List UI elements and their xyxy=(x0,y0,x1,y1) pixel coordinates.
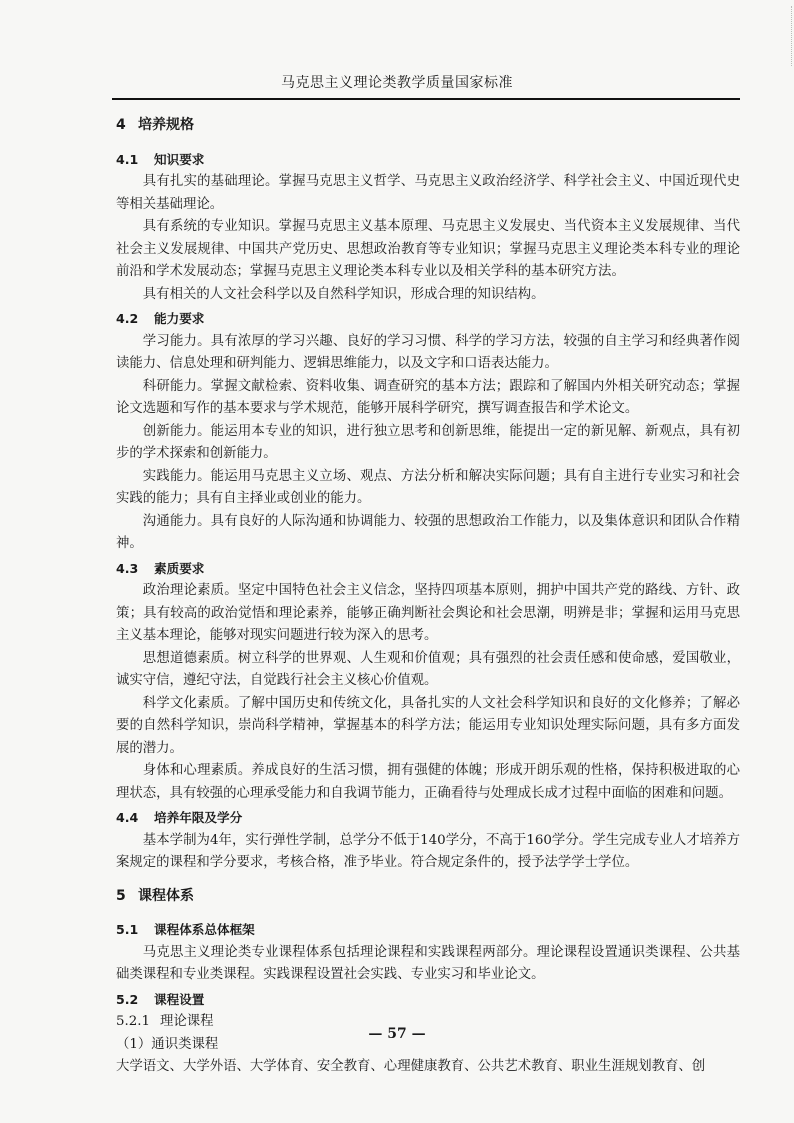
subsection-title: 知识要求 xyxy=(154,151,205,167)
section-number: 5 xyxy=(116,887,126,904)
paragraph: 具有相关的人文社会科学以及自然科学知识，形成合理的知识结构。 xyxy=(142,286,545,302)
paragraph: 实践能力。能运用马克思主义立场、观点、方法分析和解决实际问题；具有自主进行专业实习和社会实践的能力；具有自主择业或创业的能力。 xyxy=(116,468,740,506)
subsection-number: 4.2 xyxy=(116,311,139,326)
body-content xyxy=(116,114,740,1079)
subsection-title: 能力要求 xyxy=(154,311,205,326)
subsection-number: 5.2 xyxy=(116,991,139,1007)
section-heading-4 xyxy=(116,114,740,137)
subsection-number: 4.4 xyxy=(116,810,139,825)
paragraph: 大学语文、大学外语、大学体育、安全教育、心理健康教育、公共艺术教育、职业生涯规划教育、创 xyxy=(116,1059,706,1074)
subsection-number: 4.1 xyxy=(116,151,139,167)
section-heading-5 xyxy=(116,885,740,908)
subsection-number: 5.1 xyxy=(116,922,139,937)
subsection-title: 培养年限及学分 xyxy=(154,810,243,825)
subsection-heading-5-2 xyxy=(116,989,740,1012)
paragraph: 身体和心理素质。养成良好的生活习惯，拥有强健的体魄；形成开朗乐观的性格，保持积极进取的心理状态，具有较强的心理承受能力和自我调节能力，正确看待与处理成长成才过程中面临的困难和问题。 xyxy=(116,763,740,801)
section-number: 4 xyxy=(116,117,126,133)
section-title: 培养规格 xyxy=(138,117,194,133)
paragraph: 马克思主义理论类专业课程体系包括理论课程和实践课程两部分。理论课程设置通识类课程、公共基础类课程和专业类课程。实践课程设置社会实践、专业实习和毕业论文。 xyxy=(116,944,740,982)
subsubsection-title: 理论课程 xyxy=(160,1014,214,1029)
paragraph: 具有扎实的基础理论。掌握马克思主义哲学、马克思主义政治经济学、科学社会主义、中国近现代史等相关基础理论。 xyxy=(116,174,740,212)
paragraph: 学习能力。具有浓厚的学习兴趣、良好的学习习惯、科学的学习方法，较强的自主学习和经典著作阅读能力、信息处理和研判能力、逻辑思维能力，以及文字和口语表达能力。 xyxy=(116,333,740,371)
subsection-heading-4-4 xyxy=(116,807,740,830)
section-title: 课程体系 xyxy=(138,887,194,904)
subsection-title: 课程设置 xyxy=(154,991,205,1007)
subsubsection-number: 5.2.1 xyxy=(116,1014,151,1029)
paragraph: 科学文化素质。了解中国历史和传统文化，具备扎实的人文社会科学知识和良好的文化修养；了解必要的自然科学知识，崇尚科学精神，掌握基本的科学方法；能运用专业知识处理实际问题，具有多方面发展的潜力。 xyxy=(116,695,740,756)
paragraph: 政治理论素质。坚定中国特色社会主义信念，坚持四项基本原则，拥护中国共产党的路线、方针、政策；具有较高的政治觉悟和理论素养，能够正确判断社会舆论和社会思潮，明辨是非；掌握和运用马克思主义基本理论，能够对现实问题进行较为深入的思考。 xyxy=(116,583,740,643)
paragraph: 沟通能力。具有良好的人际沟通和协调能力、较强的思想政治工作能力，以及集体意识和团队合作精神。 xyxy=(116,513,740,551)
paragraph: 思想道德素质。树立科学的世界观、人生观和价值观；具有强烈的社会责任感和使命感，爱国敬业，诚实守信，遵纪守法，自觉践行社会主义核心价值观。 xyxy=(116,650,740,688)
header-rule xyxy=(112,98,740,100)
subsection-number: 4.3 xyxy=(116,560,139,576)
scan-edge-mark xyxy=(777,6,792,66)
paragraph: 科研能力。掌握文献检索、资料收集、调查研究的基本方法；跟踪和了解国内外相关研究动态；掌握论文选题和写作的基本要求与学术规范，能够开展科学研究，撰写调查报告和学术论文。 xyxy=(116,378,740,416)
subsection-heading-5-1 xyxy=(116,919,740,942)
list-item-heading: （1）通识类课程 xyxy=(116,1036,219,1052)
subsection-title: 课程体系总体框架 xyxy=(154,922,255,937)
running-header: 马克思主义理论类教学质量国家标准 xyxy=(281,75,513,91)
subsection-heading-4-2 xyxy=(116,308,740,331)
paragraph: 基本学制为4年，实行弹性学制，总学分不低于140学分，不高于160学分。学生完成专业人才培养方案规定的课程和学分要求，考核合格，准予毕业。符合规定条件的，授予法学学士学位。 xyxy=(116,832,740,870)
paragraph: 创新能力。能运用本专业的知识，进行独立思考和创新思维，能提出一定的新见解、新观点，具有初步的学术探索和创新能力。 xyxy=(116,423,740,461)
subsection-title: 素质要求 xyxy=(154,560,205,576)
subsection-heading-4-3 xyxy=(116,558,740,581)
page-number: — 57 — xyxy=(368,1026,426,1042)
subsection-heading-4-1 xyxy=(116,149,740,172)
paragraph: 具有系统的专业知识。掌握马克思主义基本原理、马克思主义发展史、当代资本主义发展规律、当代社会主义发展规律、中国共产党历史、思想政治教育等专业知识；掌握马克思主义理论类本科专业的理论前沿和学术发展动态；掌握马克思主义理论类本科专业以及相关学科的基本研究方法。 xyxy=(116,219,740,279)
